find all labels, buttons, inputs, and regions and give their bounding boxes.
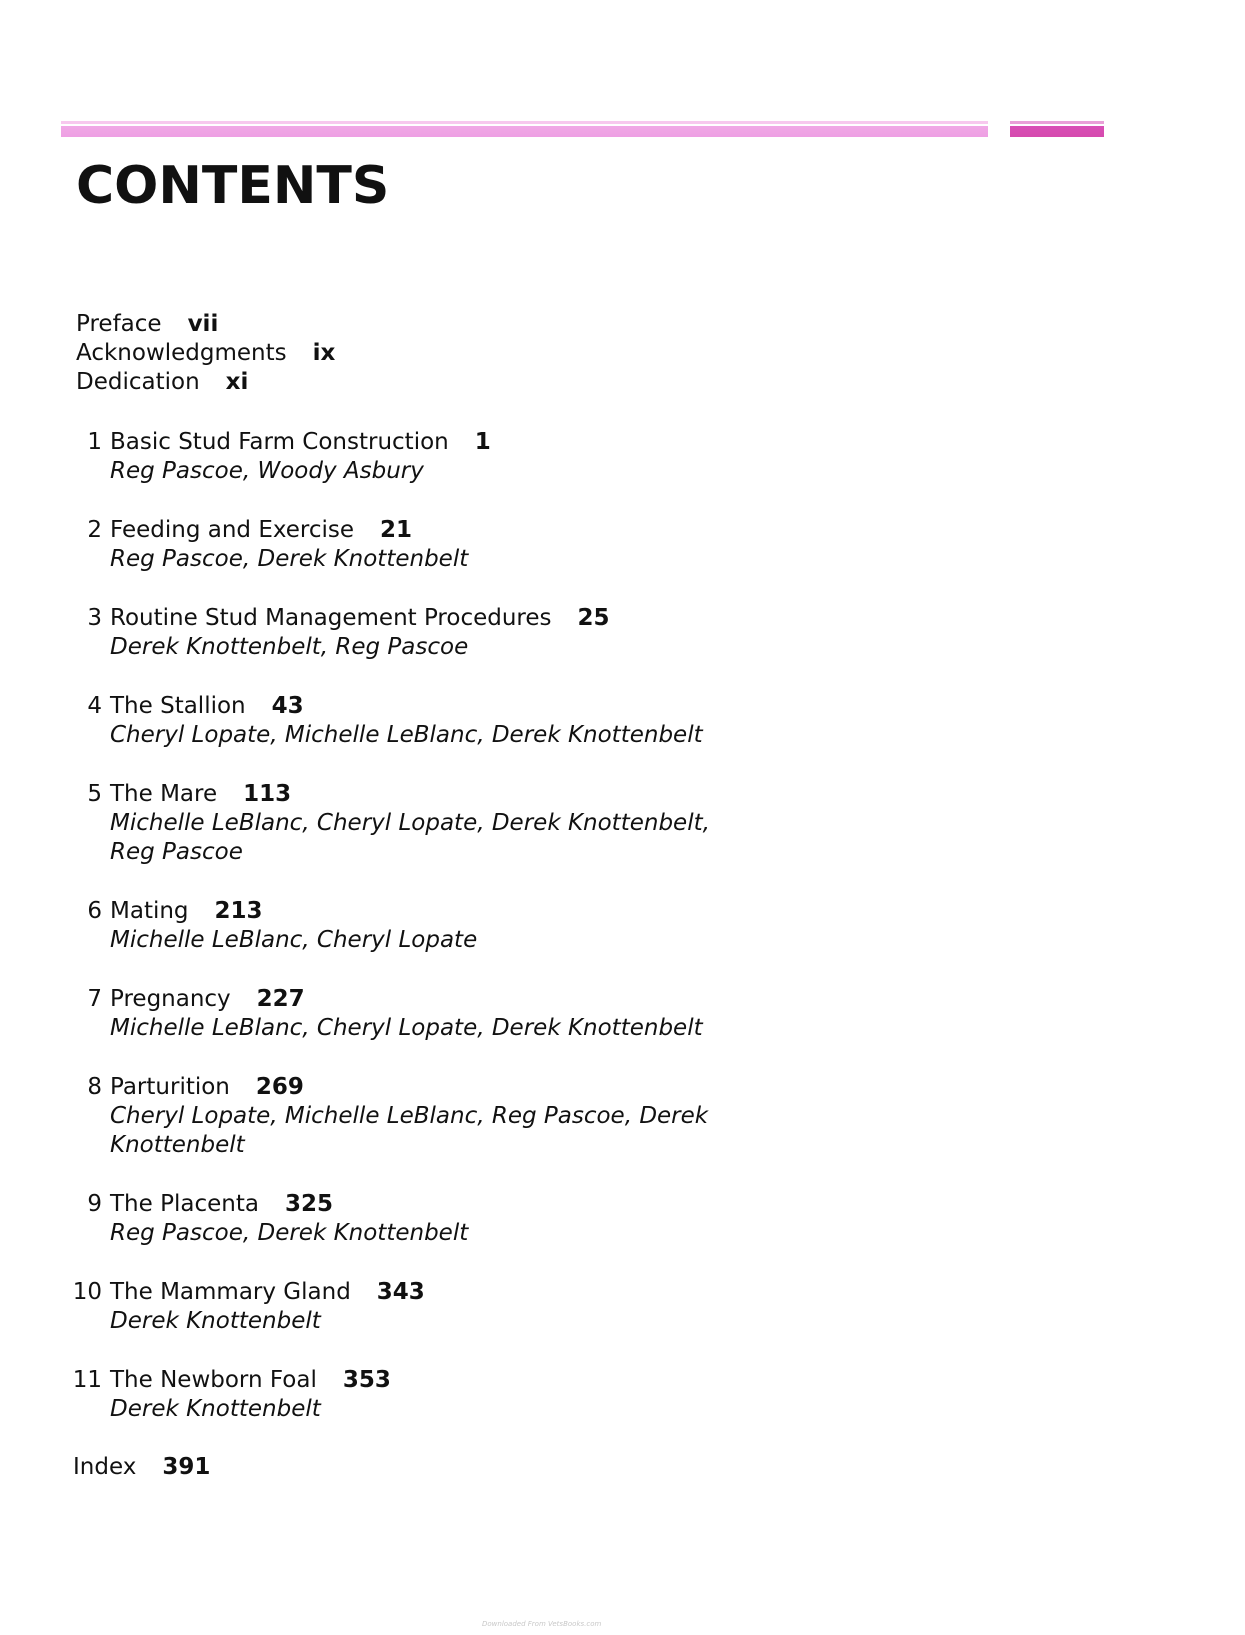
front-matter-page: vii: [187, 311, 219, 337]
chapter-entry: [0, 1278, 1245, 1366]
chapter-number: 9: [87, 1191, 102, 1217]
chapter-page: 21: [380, 517, 413, 543]
chapter-page: 325: [284, 1191, 333, 1217]
chapter-entry: [0, 1190, 1245, 1278]
chapter-page: 227: [256, 986, 305, 1012]
index-label: Index: [73, 1454, 137, 1480]
chapter-page: 1: [474, 429, 491, 455]
chapter-page: 43: [271, 693, 304, 719]
chapter-page: 269: [255, 1074, 304, 1100]
front-matter-list: [76, 310, 335, 397]
front-matter-label: Dedication: [76, 369, 200, 395]
index-entry: [73, 1453, 210, 1482]
chapter-title: Mating: [110, 898, 189, 924]
chapter-authors: Reg Pascoe, Woody Asbury: [110, 458, 424, 484]
chapter-authors: Derek Knottenbelt: [110, 1396, 321, 1422]
header-rule-accent: [1010, 121, 1104, 137]
chapter-number: 1: [87, 429, 102, 455]
front-matter-page: xi: [225, 369, 249, 395]
chapter-number: 7: [87, 986, 102, 1012]
chapter-entry: [0, 692, 1245, 780]
chapter-entry: [0, 604, 1245, 692]
chapter-number: 8: [87, 1074, 102, 1100]
chapter-number: 4: [87, 693, 102, 719]
chapter-entry: [0, 780, 1245, 897]
chapter-page: 213: [214, 898, 263, 924]
chapter-entry: [0, 985, 1245, 1073]
chapter-authors: Derek Knottenbelt: [110, 1308, 321, 1334]
chapter-number: 5: [87, 781, 102, 807]
chapter-title: The Mammary Gland: [110, 1279, 351, 1305]
chapter-title: Parturition: [110, 1074, 230, 1100]
chapter-authors: Derek Knottenbelt, Reg Pascoe: [110, 634, 469, 660]
chapter-page: 353: [342, 1367, 391, 1393]
front-matter-page: ix: [312, 340, 336, 366]
chapter-number: 3: [87, 605, 102, 631]
chapter-title: The Mare: [110, 781, 218, 807]
chapter-page: 113: [243, 781, 292, 807]
chapter-title: Basic Stud Farm Construction: [110, 429, 449, 455]
page-title: CONTENTS: [76, 156, 390, 216]
chapter-entry: [0, 1073, 1245, 1190]
front-matter-item: [76, 339, 335, 368]
front-matter-label: Acknowledgments: [76, 340, 287, 366]
chapter-number: 6: [87, 898, 102, 924]
chapter-title: Feeding and Exercise: [110, 517, 355, 543]
chapter-title: The Newborn Foal: [110, 1367, 317, 1393]
chapter-authors: Reg Pascoe, Derek Knottenbelt: [110, 1220, 469, 1246]
chapter-authors: Michelle LeBlanc, Cheryl Lopate: [110, 927, 478, 953]
chapter-authors: Cheryl Lopate, Michelle LeBlanc, Derek Knottenbelt: [110, 722, 703, 748]
chapter-title: Routine Stud Management Procedures: [110, 605, 552, 631]
chapter-entry: [0, 516, 1245, 604]
chapter-entry: [0, 428, 1245, 516]
chapter-page: 25: [577, 605, 610, 631]
chapter-authors: Michelle LeBlanc, Cheryl Lopate, Derek Knottenbelt, Reg Pascoe: [110, 810, 710, 865]
chapter-entry: [0, 897, 1245, 985]
chapter-page: 343: [376, 1279, 425, 1305]
footer-watermark: Downloaded From VetsBooks.com: [482, 1620, 602, 1628]
chapter-authors: Michelle LeBlanc, Cheryl Lopate, Derek Knottenbelt: [110, 1015, 703, 1041]
chapter-authors: Cheryl Lopate, Michelle LeBlanc, Reg Pascoe, Derek Knottenbelt: [110, 1103, 709, 1158]
chapter-number: 2: [87, 517, 102, 543]
chapter-title: The Placenta: [110, 1191, 259, 1217]
header-rule: [61, 121, 988, 137]
chapter-number: 11: [72, 1367, 102, 1393]
chapter-authors: Reg Pascoe, Derek Knottenbelt: [110, 546, 469, 572]
front-matter-item: [76, 310, 335, 339]
chapter-list: [0, 428, 1245, 1454]
front-matter-item: [76, 368, 335, 397]
front-matter-label: Preface: [76, 311, 162, 337]
chapter-title: The Stallion: [110, 693, 246, 719]
index-page: 391: [162, 1454, 211, 1480]
chapter-title: Pregnancy: [110, 986, 231, 1012]
chapter-entry: [0, 1366, 1245, 1454]
chapter-number: 10: [72, 1279, 102, 1305]
